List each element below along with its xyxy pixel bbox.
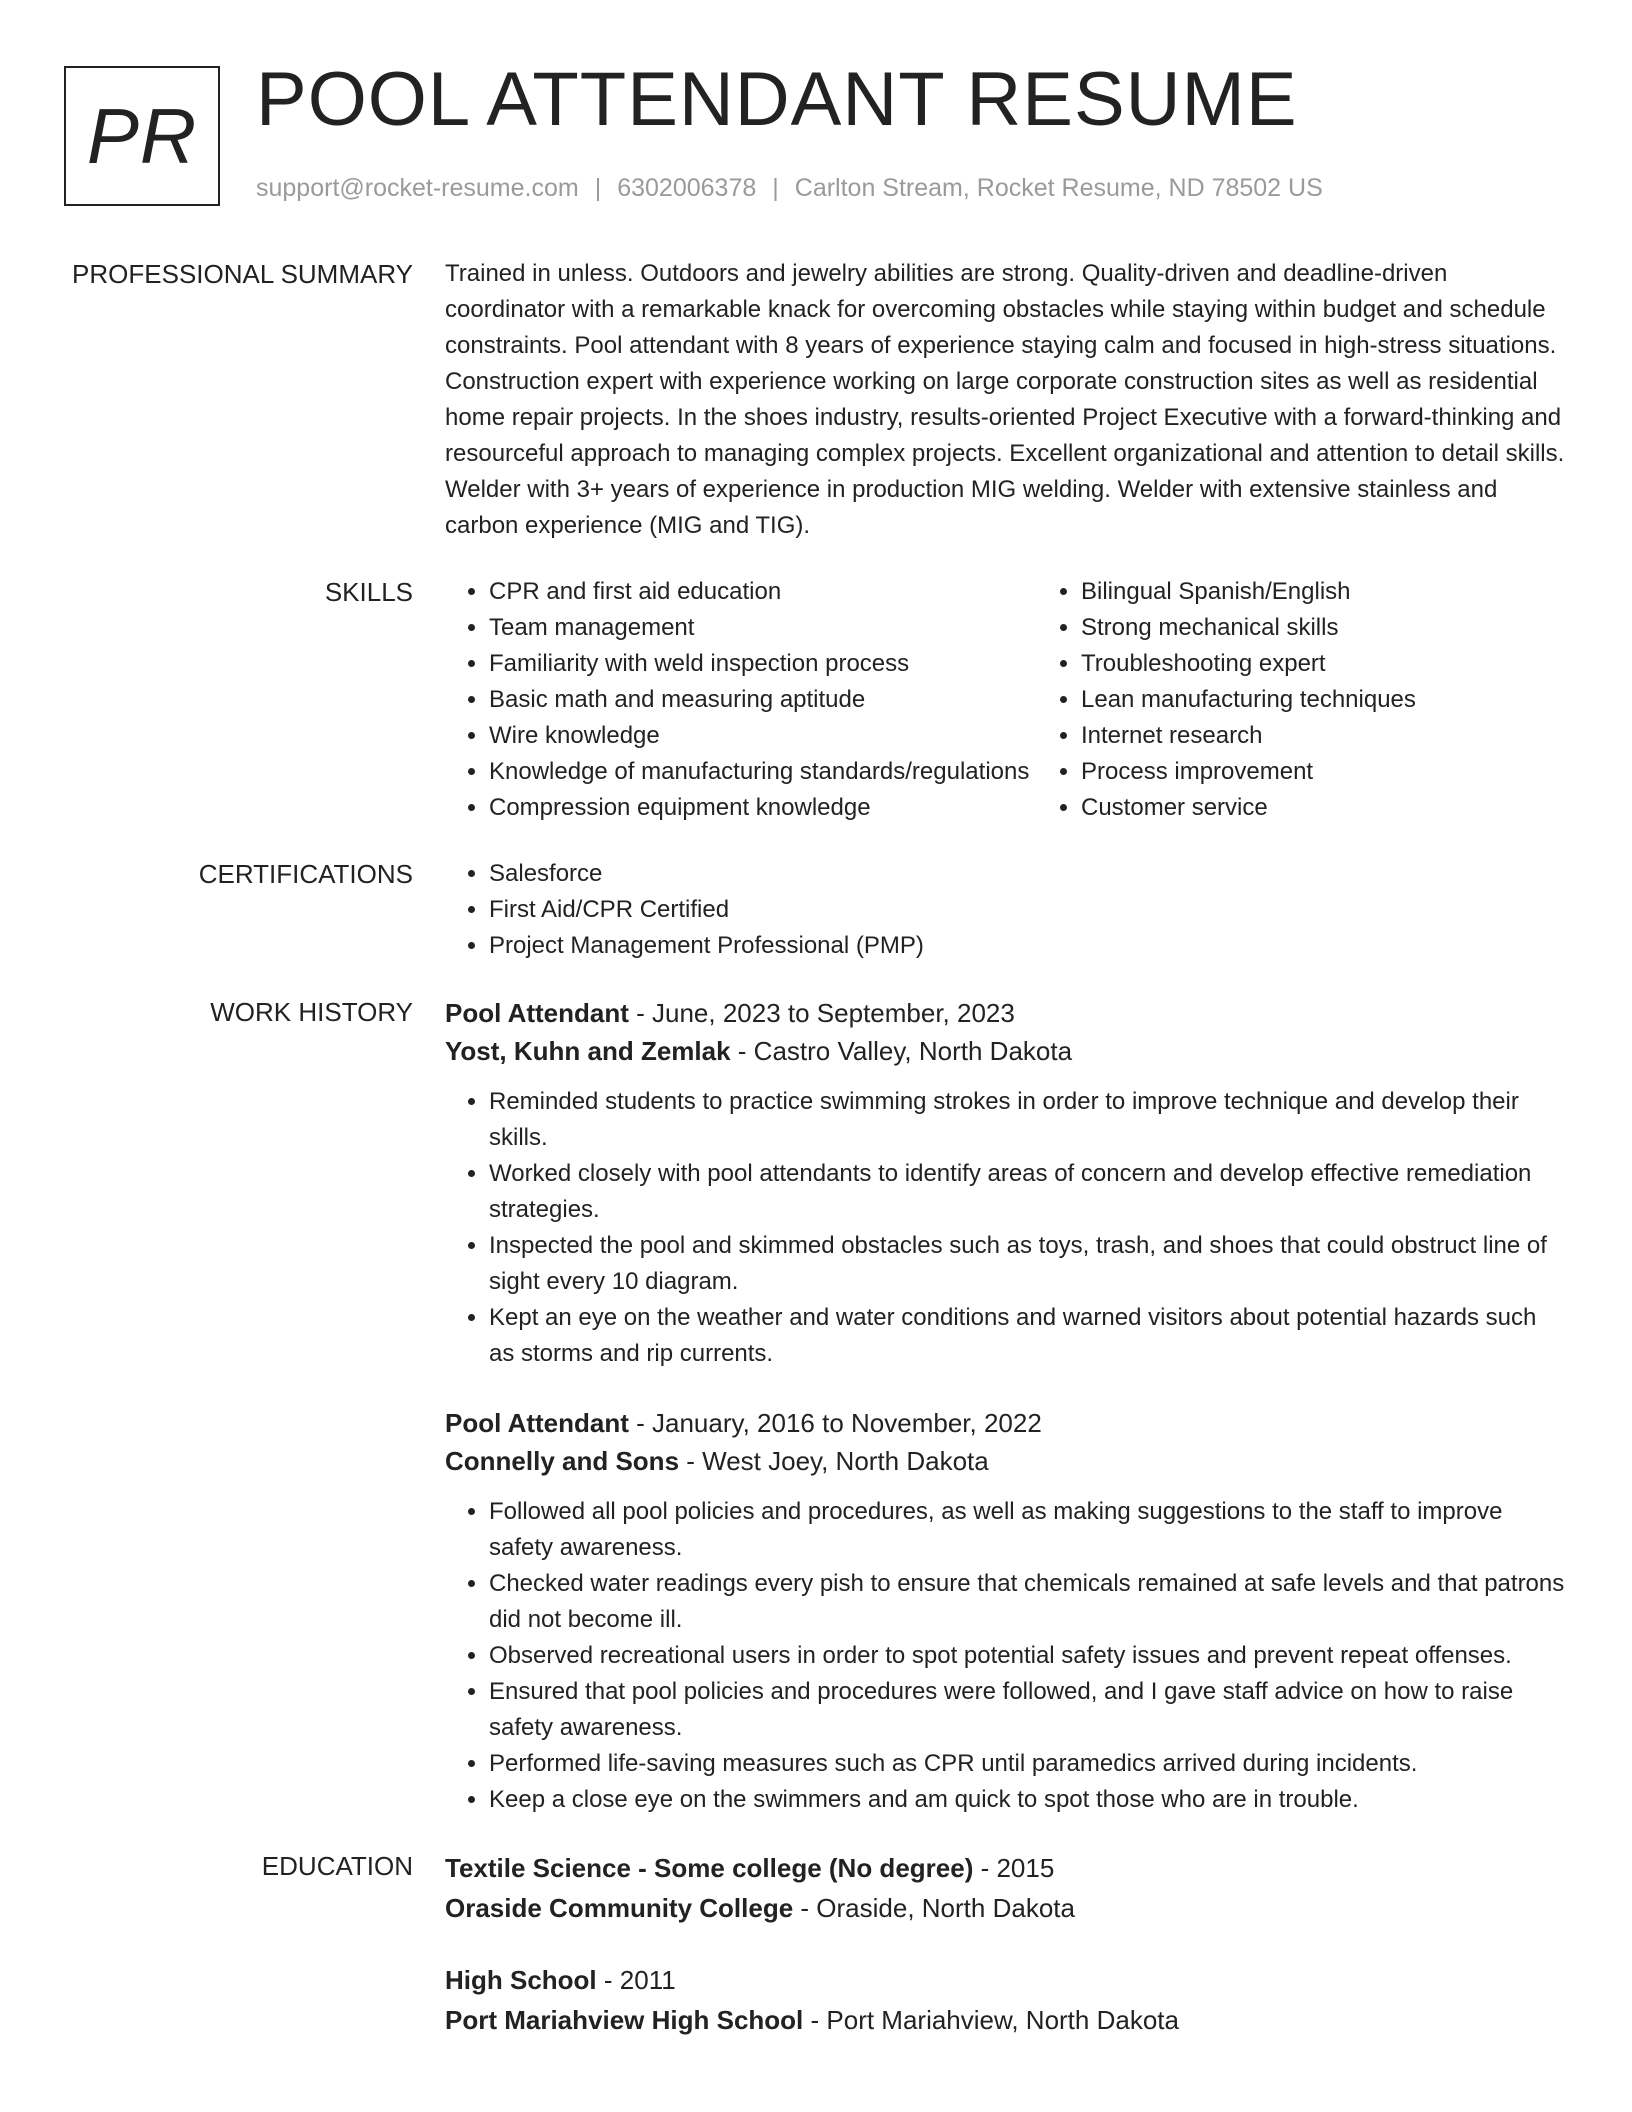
education-body: [445, 1848, 1565, 2040]
education-school-line: [445, 2000, 1565, 2040]
job-company-line: [445, 1442, 1565, 1480]
education-school-line: [445, 1888, 1565, 1928]
section-label-education: EDUCATION: [261, 1851, 413, 1881]
job-entry: [445, 1404, 1565, 1818]
section-certifications: [0, 856, 1632, 964]
job-bullet: • Inspected the pool and skimmed obstacles such as toys, trash, and shoes that could obstruct line of sight every 10 diagram.: [489, 1228, 1565, 1300]
certification-item: • Salesforce: [489, 856, 1565, 892]
education-entry: [445, 1960, 1565, 2040]
education-degree: Textile Science - Some college (No degree): [445, 1853, 974, 1883]
skill-item: • Bilingual Spanish/English: [1081, 574, 1601, 610]
certification-item: • Project Management Professional (PMP): [489, 928, 1565, 964]
skill-item: • Troubleshooting expert: [1081, 646, 1601, 682]
contact-line: [256, 174, 1323, 203]
work-history-body: [445, 994, 1565, 1818]
section-work-history: [0, 994, 1632, 1818]
skill-item: • Wire knowledge: [489, 718, 1037, 754]
education-entry: [445, 1848, 1565, 1928]
skill-item: • Internet research: [1081, 718, 1601, 754]
skill-item: • CPR and first aid education: [489, 574, 1037, 610]
section-summary: [0, 256, 1632, 544]
job-bullet: • Reminded students to practice swimming strokes in order to improve technique and develop their skills.: [489, 1084, 1565, 1156]
job-bullets: [445, 1494, 1565, 1818]
education-degree: High School: [445, 1965, 597, 1995]
job-bullet: • Ensured that pool policies and procedures were followed, and I gave staff advice on how to raise safety awareness.: [489, 1674, 1565, 1746]
job-bullet: • Performed life-saving measures such as CPR until paramedics arrived during incidents.: [489, 1746, 1565, 1782]
job-title: Pool Attendant: [445, 1408, 629, 1438]
education-degree-line: [445, 1960, 1565, 2000]
section-label-skills: SKILLS: [324, 577, 413, 607]
skill-item: • Lean manufacturing techniques: [1081, 682, 1601, 718]
section-label-summary: PROFESSIONAL SUMMARY: [72, 259, 413, 289]
certifications-list: [445, 856, 1565, 964]
job-bullet: • Keep a close eye on the swimmers and am quick to spot those who are in trouble.: [489, 1782, 1565, 1818]
job-dates: - June, 2023 to September, 2023: [628, 998, 1015, 1028]
job-company-line: [445, 1032, 1565, 1070]
job-title-line: [445, 994, 1565, 1032]
education-degree-line: [445, 1848, 1565, 1888]
skills-list-right: [1037, 574, 1601, 826]
skill-item: • Team management: [489, 610, 1037, 646]
contact-email[interactable]: support@rocket-resume.com: [256, 174, 579, 202]
job-bullet: • Worked closely with pool attendants to identify areas of concern and develop effective remediation strategies.: [489, 1156, 1565, 1228]
job-title-line: [445, 1404, 1565, 1442]
skills-list-left: [445, 574, 1037, 826]
contact-address: Carlton Stream, Rocket Resume, ND 78502 US: [794, 174, 1323, 202]
section-skills: [0, 574, 1632, 826]
skills-body: [445, 574, 1565, 826]
section-label-certifications: CERTIFICATIONS: [198, 859, 413, 889]
job-entry: [445, 994, 1565, 1372]
job-title: Pool Attendant: [445, 998, 629, 1028]
job-company: Yost, Kuhn and Zemlak: [445, 1036, 731, 1066]
skill-item: • Compression equipment knowledge: [489, 790, 1037, 826]
skill-item: • Customer service: [1081, 790, 1601, 826]
education-location: - Oraside, North Dakota: [793, 1893, 1075, 1923]
education-year: - 2015: [973, 1853, 1055, 1883]
section-label-work-history: WORK HISTORY: [210, 997, 413, 1027]
monogram-logo: PR: [64, 66, 220, 206]
education-school: Oraside Community College: [445, 1893, 794, 1923]
job-location: - West Joey, North Dakota: [679, 1446, 989, 1476]
summary-text: Trained in unless. Outdoors and jewelry abilities are strong. Quality-driven and deadline-driven coordinator with a remarkable knack for overcoming obstacles while staying within budget and schedule constraints. Pool attendant with 8 years of experience staying calm and focused in high-stress situations. Construction expert with experience working on large corporate construction sites as well as residential home repair projects. In the shoes industry, results-oriented Project Executive with a forward-thinking and resourceful approach to managing complex projects. Excellent organizational and attention to detail skills. Welder with 3+ years of experience in production MIG welding. Welder with extensive stainless and carbon experience (MIG and TIG).: [445, 260, 1565, 539]
certifications-body: [445, 856, 1565, 964]
contact-phone[interactable]: 6302006378: [617, 174, 757, 202]
education-year: - 2011: [596, 1965, 676, 1995]
resume-sections: [0, 256, 1632, 2070]
contact-separator: |: [594, 174, 602, 202]
job-bullet: • Observed recreational users in order to spot potential safety issues and prevent repeat offenses.: [489, 1638, 1565, 1674]
job-bullet: • Kept an eye on the weather and water conditions and warned visitors about potential hazards such as storms and rip currents.: [489, 1300, 1565, 1372]
job-bullets: [445, 1084, 1565, 1372]
job-location: - Castro Valley, North Dakota: [730, 1036, 1073, 1066]
education-location: - Port Mariahview, North Dakota: [803, 2005, 1179, 2035]
certification-item: • First Aid/CPR Certified: [489, 892, 1565, 928]
job-bullet: • Followed all pool policies and procedures, as well as making suggestions to the staff to improve safety awareness.: [489, 1494, 1565, 1566]
skill-item: • Familiarity with weld inspection process: [489, 646, 1037, 682]
education-school: Port Mariahview High School: [445, 2005, 804, 2035]
job-bullet: • Checked water readings every pish to ensure that chemicals remained at safe levels and that patrons did not become ill.: [489, 1566, 1565, 1638]
skill-item: • Knowledge of manufacturing standards/regulations: [489, 754, 1037, 790]
resume-title: POOL ATTENDANT RESUME: [256, 57, 1298, 142]
skill-item: • Process improvement: [1081, 754, 1601, 790]
job-dates: - January, 2016 to November, 2022: [628, 1408, 1042, 1438]
skill-item: • Basic math and measuring aptitude: [489, 682, 1037, 718]
contact-separator: |: [772, 174, 779, 202]
skill-item: • Strong mechanical skills: [1081, 610, 1601, 646]
job-company: Connelly and Sons: [445, 1446, 680, 1476]
section-education: [0, 1848, 1632, 2040]
